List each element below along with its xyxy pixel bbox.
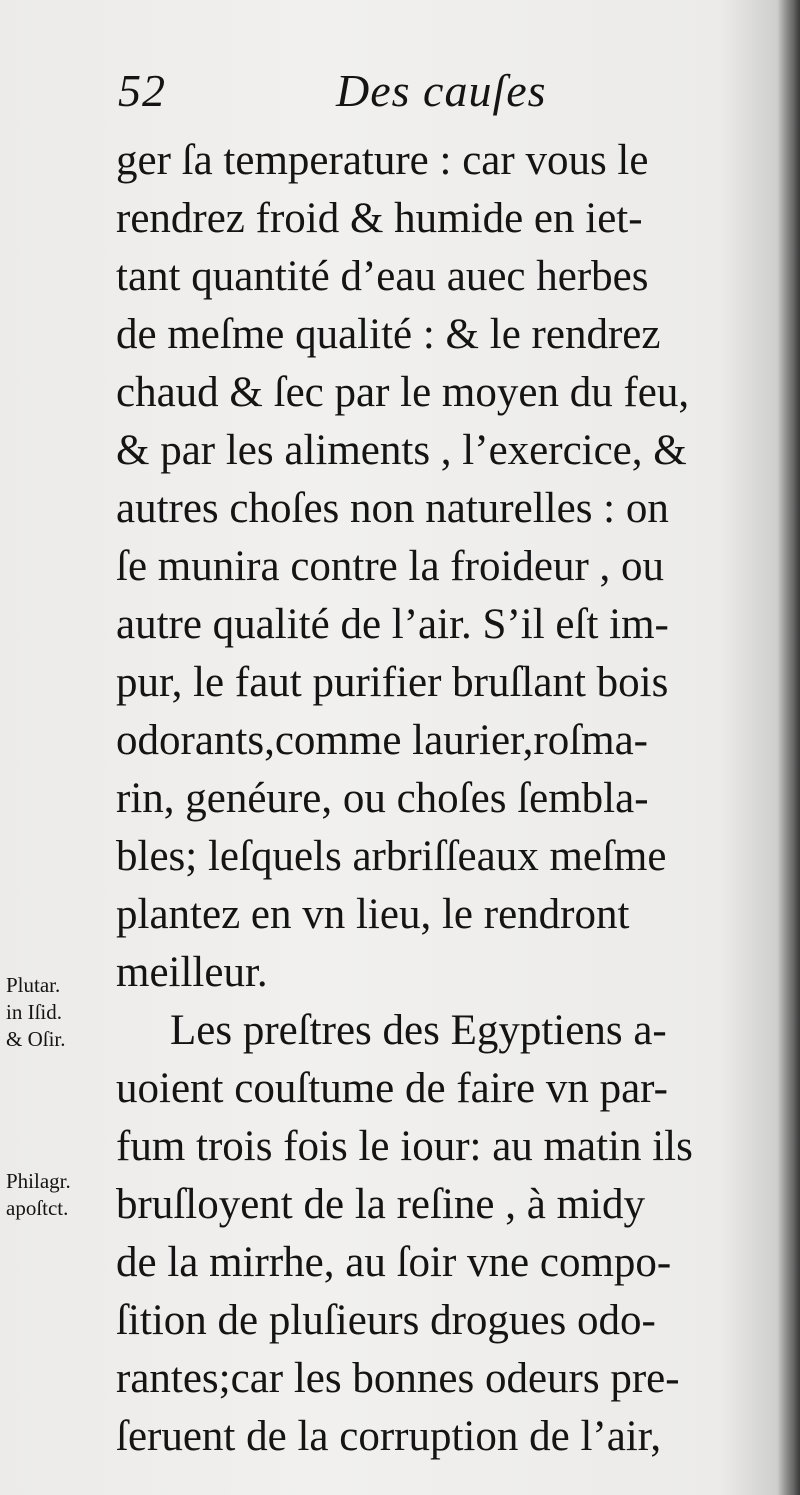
- text-line: fum trois fois le iour: au matin ils: [116, 1123, 693, 1170]
- margin-note-line: & Oſir.: [6, 1027, 66, 1051]
- margin-note-line: Plutar.: [6, 973, 61, 997]
- text-line: ſe munira contre la froideur , ou: [116, 543, 665, 590]
- text-line: ſeruent de la corruption de l’air,: [116, 1413, 662, 1460]
- text-line: bruſloyent de la reſine , à midy: [116, 1181, 645, 1228]
- text-line: rin, genéure, ou choſes ſembla-: [116, 775, 649, 822]
- text-line: & par les aliments , l’exercice, &: [116, 427, 687, 474]
- text-line: meilleur.: [116, 949, 268, 996]
- text-line: rendrez froid & humide en iet-: [116, 195, 643, 242]
- text-line: de la mirrhe, au ſoir vne compo-: [116, 1239, 672, 1286]
- text-line: chaud & ſec par le moyen du feu,: [116, 369, 690, 416]
- text-line: odorants,comme laurier,roſma-: [116, 717, 648, 764]
- text-line: autres choſes non naturelles : on: [116, 485, 669, 532]
- page-number: 52: [118, 65, 166, 116]
- text-line: autre qualité de l’air. S’il eſt im-: [116, 601, 669, 648]
- margin-note-philagrius: [6, 1168, 116, 1222]
- paragraph-start-line: Les preſtres des Egyptiens a-: [170, 1007, 667, 1054]
- text-line: rantes;car les bonnes odeurs pre-: [116, 1355, 680, 1402]
- text-line: bles; leſquels arbriſſeaux meſme: [116, 833, 667, 880]
- text-line: pur, le faut purifier bruſlant bois: [116, 659, 669, 706]
- margin-note-plutarch: [6, 972, 116, 1053]
- margin-note-line: apoſtct.: [6, 1196, 69, 1220]
- margin-note-line: Philagr.: [6, 1169, 71, 1193]
- text-line: uoient couſtume de faire vn par-: [116, 1065, 668, 1112]
- text-line: plantez en vn lieu, le rendront: [116, 891, 630, 938]
- text-line: tant quantité d’eau auec herbes: [116, 253, 649, 300]
- page-header: [118, 64, 758, 124]
- text-line: ger ſa temperature : car vous le: [116, 137, 649, 184]
- margin-note-line: in Iſid.: [6, 1000, 62, 1024]
- text-line: de meſme qualité : & le rendrez: [116, 311, 661, 358]
- running-title: Des cauſes: [336, 65, 547, 116]
- page-gutter-shadow: [778, 0, 800, 1495]
- text-line: ſition de pluſieurs drogues odo-: [116, 1297, 656, 1344]
